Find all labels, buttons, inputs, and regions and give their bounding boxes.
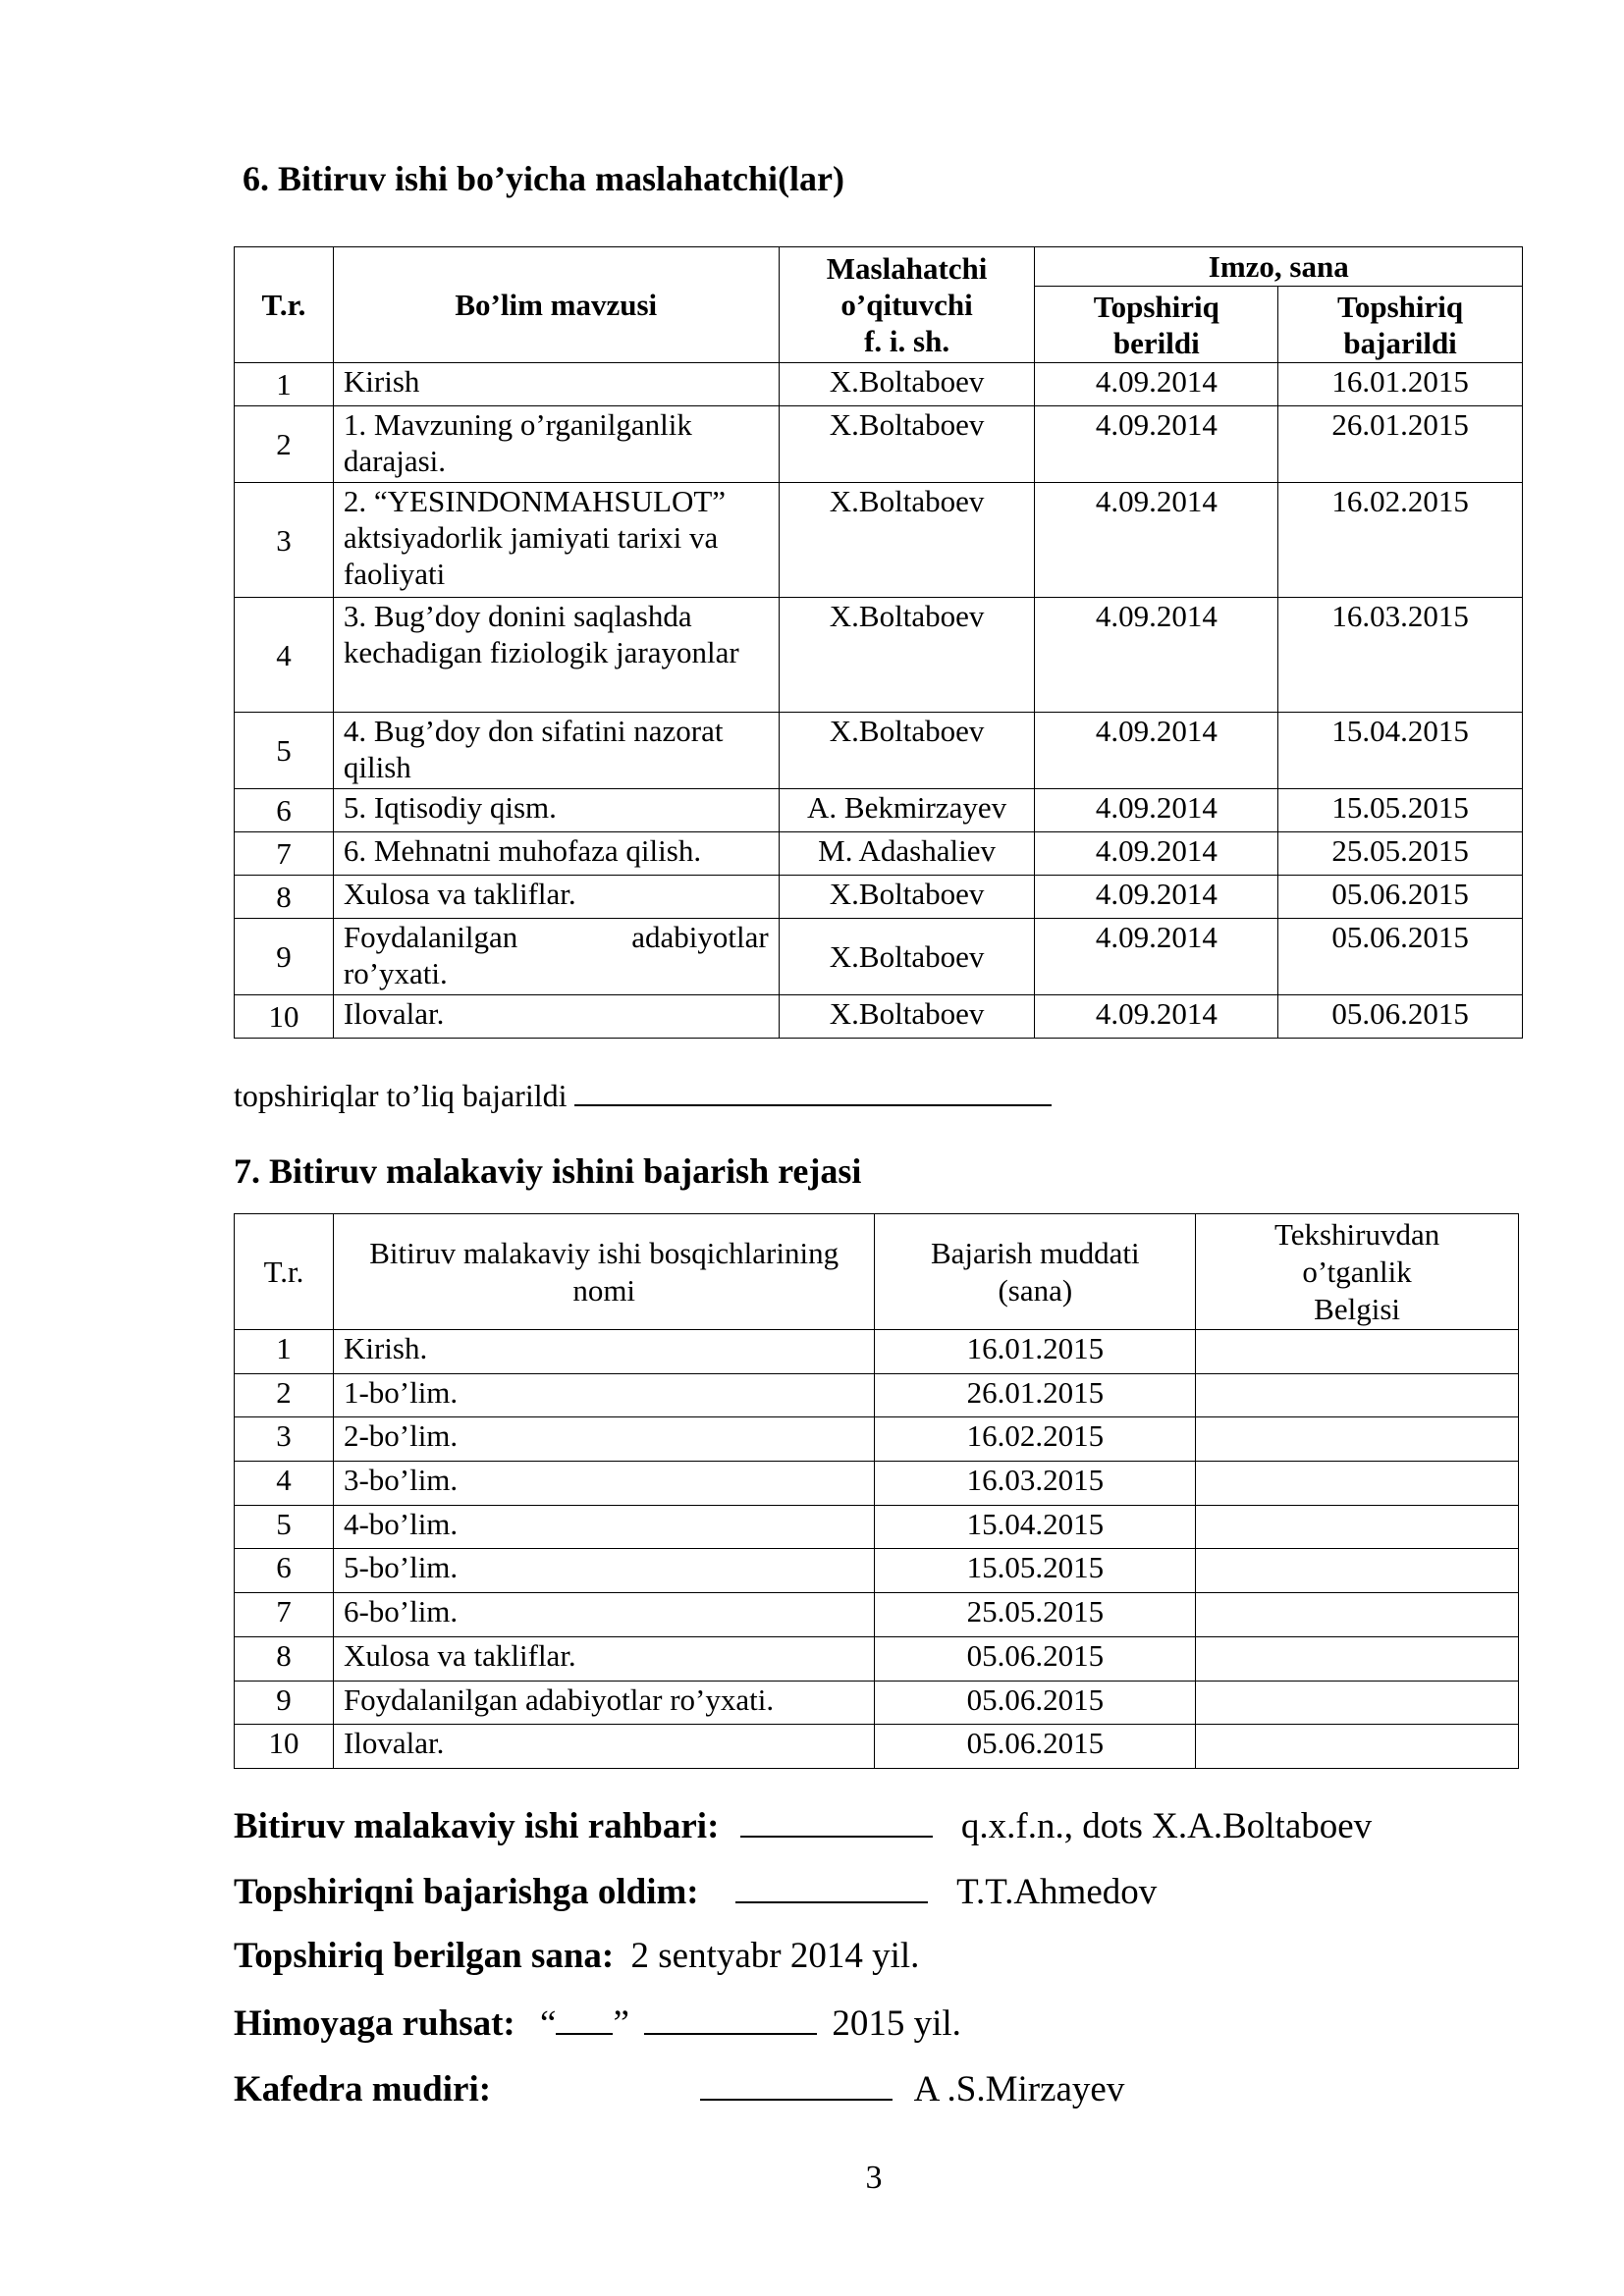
table-row: 9 Foydalanilgan adabiyotlar ro’yxati. X.Boltaboev 4.09.2014 05.06.2015 — [235, 919, 1523, 995]
table-row: 8 Xulosa va takliflar. 05.06.2015 — [235, 1636, 1519, 1681]
advisors-table — [234, 246, 1523, 1039]
table-row: 10 Ilovalar. 05.06.2015 — [235, 1725, 1519, 1769]
table-row: 7 6-bo’lim. 25.05.2015 — [235, 1593, 1519, 1637]
issued-label: Topshiriq berilgan sana: — [234, 1936, 615, 1976]
accepted-signature-line — [735, 1872, 928, 1903]
defense-label: Himoyaga ruhsat: — [234, 2003, 515, 2044]
head-signature-line — [700, 2069, 893, 2101]
plan-table — [234, 1213, 1519, 1769]
plan-header-stage: Bitiruv malakaviy ishi bosqichlarining nomi — [333, 1214, 875, 1330]
plan-header-deadline: Bajarish muddati (sana) — [875, 1214, 1196, 1330]
defense-month-line — [644, 2003, 817, 2035]
header-topic: Bo’lim mavzusi — [333, 247, 779, 363]
defense-year: 2015 yil. — [832, 2003, 961, 2044]
table-row: 3 2-bo’lim. 16.02.2015 — [235, 1417, 1519, 1462]
accepted-label: Topshiriqni bajarishga oldim: — [234, 1872, 699, 1912]
section6-title: 6. Bitiruv ishi bo’yicha maslahatchi(lar) — [243, 159, 845, 198]
header-tr: T.r. — [235, 247, 334, 363]
table-row: 4 3-bo’lim. 16.03.2015 — [235, 1462, 1519, 1506]
head-value: A .S.Mirzayev — [913, 2069, 1125, 2109]
page-number: 3 — [865, 2160, 883, 2196]
table-row: 6 5. Iqtisodiy qism. A. Bekmirzayev 4.09.2014 15.05.2015 — [235, 789, 1523, 832]
table-row: 6 5-bo’lim. 15.05.2015 — [235, 1549, 1519, 1593]
head-line — [234, 2069, 1124, 2108]
completion-signature-line — [574, 1079, 1052, 1106]
completion-note: topshiriqlar to’liq bajarildi — [234, 1078, 1052, 1114]
issued-value: 2 sentyabr 2014 yil. — [630, 1936, 920, 1976]
table-row: 2 1. Mavzuning o’rganilganlik darajasi. X.Boltaboev 4.09.2014 26.01.2015 — [235, 406, 1523, 483]
table-row: 4 3. Bug’doy donini saqlashda kechadigan fiziologik jarayonlar X.Boltaboev 4.09.2014 16.03.2015 — [235, 598, 1523, 713]
issued-line — [234, 1938, 919, 1974]
table-row: 2 1-bo’lim. 26.01.2015 — [235, 1373, 1519, 1417]
supervisor-line — [234, 1806, 1372, 1844]
table-row: 5 4-bo’lim. 15.04.2015 — [235, 1505, 1519, 1549]
header-given: Topshiriq berildi — [1035, 287, 1278, 363]
plan-header-check: Tekshiruvdan o’tganlik Belgisi — [1196, 1214, 1519, 1330]
plan-header-tr: T.r. — [235, 1214, 334, 1330]
table-row: 9 Foydalanilgan adabiyotlar ro’yxati. 05.06.2015 — [235, 1681, 1519, 1725]
table-row: 1 Kirish. 16.01.2015 — [235, 1330, 1519, 1374]
accepted-line — [234, 1872, 1157, 1910]
section7-title: 7. Bitiruv malakaviy ishini bajarish rejasi — [234, 1151, 862, 1191]
table-row: 3 2. “YESINDONMAHSULOT” aktsiyadorlik jamiyati tarixi va faoliyati X.Boltaboev 4.09.2014 16.02.2015 — [235, 483, 1523, 598]
table-row: 1 Kirish X.Boltaboev 4.09.2014 16.01.2015 — [235, 363, 1523, 406]
header-done: Topshiriq bajarildi — [1278, 287, 1523, 363]
defense-day-line — [556, 2003, 613, 2035]
supervisor-value: q.x.f.n., dots X.A.Boltaboev — [960, 1806, 1373, 1846]
header-advisor: Maslahatchi o’qituvchi f. i. sh. — [779, 247, 1035, 363]
table-row: 8 Xulosa va takliflar. X.Boltaboev 4.09.2014 05.06.2015 — [235, 876, 1523, 919]
table-row: 5 4. Bug’doy don sifatini nazorat qilish X.Boltaboev 4.09.2014 15.04.2015 — [235, 713, 1523, 789]
table-row: 7 6. Mehnatni muhofaza qilish. M. Adashaliev 4.09.2014 25.05.2015 — [235, 832, 1523, 876]
defense-line: Himoyaga ruhsat: “ ” 2015 yil. — [234, 2003, 961, 2044]
supervisor-label: Bitiruv malakaviy ishi rahbari: — [234, 1806, 720, 1846]
head-label: Kafedra mudiri: — [234, 2069, 492, 2109]
header-sign-date: Imzo, sana — [1035, 247, 1523, 287]
table-row: 10 Ilovalar. X.Boltaboev 4.09.2014 05.06.2015 — [235, 995, 1523, 1039]
accepted-value: T.T.Ahmedov — [956, 1872, 1158, 1912]
supervisor-signature-line — [740, 1806, 933, 1838]
